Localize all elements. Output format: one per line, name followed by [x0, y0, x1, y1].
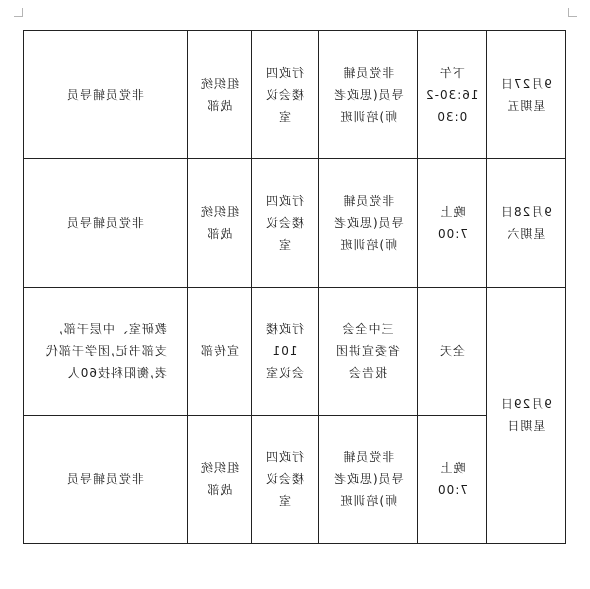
time-cell: [418, 287, 487, 415]
table-row: [24, 415, 566, 543]
time-text: 晚上 7:00: [436, 204, 468, 241]
location-text: 行政四 楼会议 室: [265, 65, 305, 124]
location-cell: [252, 159, 319, 287]
participants-text: 非党员辅导员: [66, 87, 145, 102]
department-text: 组织统 战部: [199, 76, 239, 113]
time-cell: [418, 159, 487, 287]
time-text: 全天: [438, 344, 465, 359]
department-cell: [188, 159, 252, 287]
department-cell: [188, 287, 252, 415]
department-text: 组织统 战部: [199, 461, 239, 498]
location-text: 行政四 楼会议 室: [265, 450, 305, 509]
page-corner-mark-right: [568, 8, 577, 17]
participants-cell: [24, 159, 188, 287]
activity-text: 非党员辅 导员(思政老 师)培训班: [332, 450, 404, 509]
location-cell: [252, 287, 319, 415]
date-text: 9月29日 星期日: [500, 397, 552, 434]
location-text: 行政四 楼会议 室: [265, 193, 305, 252]
location-cell: [252, 415, 319, 543]
participants-text: 非党员辅导员: [66, 472, 145, 487]
participants-cell: [24, 415, 188, 543]
table-row: [24, 159, 566, 287]
activity-text: 非党员辅 导员(思政老 师)培训班: [332, 65, 404, 124]
location-text: 行政楼 101 会议室: [265, 322, 305, 381]
schedule-table: [23, 30, 566, 544]
date-cell: [487, 287, 566, 544]
table-row: [24, 31, 566, 159]
page-corner-mark-left: [14, 8, 23, 17]
department-text: 组织统 战部: [199, 204, 239, 241]
activity-cell: [319, 287, 418, 415]
department-cell: [188, 31, 252, 159]
activity-cell: [319, 31, 418, 159]
activity-text: 非党员辅 导员(思政老 师)培训班: [332, 193, 404, 252]
date-text: 9月28日 星期六: [500, 204, 552, 241]
date-text: 9月27日 星期五: [500, 76, 552, 113]
time-cell: [418, 415, 487, 543]
location-cell: [252, 31, 319, 159]
date-cell: [487, 159, 566, 287]
time-text: 下午 16:30-2 0:30: [425, 65, 479, 124]
participants-cell: [24, 287, 188, 415]
department-cell: [188, 415, 252, 543]
participants-text: 非党员辅导员: [66, 215, 145, 230]
activity-cell: [319, 159, 418, 287]
time-cell: [418, 31, 487, 159]
time-text: 晚上 7:00: [436, 461, 468, 498]
activity-cell: [319, 415, 418, 543]
table-row: [24, 287, 566, 415]
date-cell: [487, 31, 566, 159]
department-text: 宣传部: [199, 344, 239, 359]
participants-cell: [24, 31, 188, 159]
participants-text: 教研室、中层干部, 支部书记,团学干部代 表,衡阳科技60人: [44, 322, 167, 381]
activity-text: 三中全会 省委宣讲团 报告会: [335, 322, 401, 381]
